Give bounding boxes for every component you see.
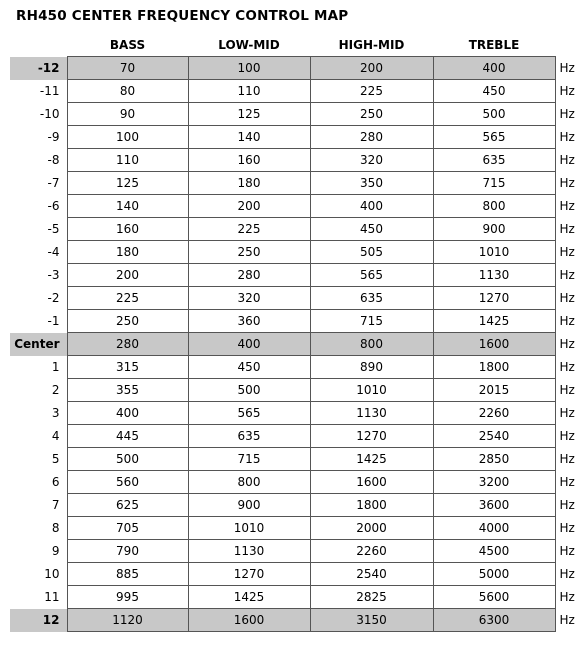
cell-bass: 625 [67,494,188,517]
table-row [10,195,584,218]
column-header-high-mid: HIGH-MID [338,38,405,52]
table-row [10,287,584,310]
unit-label: Hz [559,153,575,167]
row-label: 4 [51,429,60,443]
cell-treble: 2850 [433,448,555,471]
row-label: 11 [44,590,60,604]
table-row [10,80,584,103]
cell-treble: 1800 [433,356,555,379]
header-blank [10,34,67,57]
cell-low-mid: 900 [188,494,310,517]
table-row [10,103,584,126]
row-label: 10 [44,567,60,581]
cell-treble: 635 [433,149,555,172]
cell-bass: 995 [67,586,188,609]
cell-bass: 355 [67,379,188,402]
cell-treble: 4000 [433,517,555,540]
cell-high-mid: 400 [310,195,433,218]
cell-low-mid: 250 [188,241,310,264]
unit-label: Hz [559,176,575,190]
unit-label: Hz [559,590,575,604]
table-row [10,379,584,402]
unit-label: Hz [559,268,575,282]
table-row [10,425,584,448]
row-label: 2 [51,383,60,397]
row-label: -6 [47,199,60,213]
cell-low-mid: 450 [188,356,310,379]
row-label: -1 [47,314,60,328]
cell-low-mid: 160 [188,149,310,172]
cell-bass: 885 [67,563,188,586]
unit-label: Hz [559,498,575,512]
unit-label: Hz [559,360,575,374]
cell-high-mid: 1270 [310,425,433,448]
unit-label: Hz [559,291,575,305]
cell-low-mid: 635 [188,425,310,448]
table-row [10,609,584,632]
cell-low-mid: 1270 [188,563,310,586]
header-blank-unit [555,34,584,57]
cell-bass: 500 [67,448,188,471]
cell-low-mid: 140 [188,126,310,149]
cell-bass: 100 [67,126,188,149]
unit-label: Hz [555,609,584,632]
cell-high-mid: 250 [310,103,433,126]
cell-treble: 6300 [433,609,555,632]
cell-treble: 565 [433,126,555,149]
table-row [10,264,584,287]
table-row [10,57,584,80]
cell-bass: 200 [67,264,188,287]
cell-high-mid: 1010 [310,379,433,402]
row-label: 8 [51,521,60,535]
cell-high-mid: 350 [310,172,433,195]
cell-treble: 400 [433,57,555,80]
cell-bass: 70 [67,57,188,80]
cell-bass: 445 [67,425,188,448]
cell-high-mid: 635 [310,287,433,310]
row-label: 1 [51,360,60,374]
unit-label: Hz [559,544,575,558]
cell-bass: 315 [67,356,188,379]
cell-bass: 125 [67,172,188,195]
frequency-table [10,34,584,632]
table-row [10,241,584,264]
unit-label: Hz [555,57,584,80]
table-row [10,310,584,333]
unit-label: Hz [559,475,575,489]
unit-label: Hz [559,567,575,581]
cell-low-mid: 100 [188,57,310,80]
cell-low-mid: 1010 [188,517,310,540]
cell-high-mid: 1130 [310,402,433,425]
cell-treble: 1130 [433,264,555,287]
cell-low-mid: 125 [188,103,310,126]
cell-high-mid: 890 [310,356,433,379]
column-header-low-mid: LOW-MID [218,38,280,52]
cell-low-mid: 715 [188,448,310,471]
cell-high-mid: 1425 [310,448,433,471]
cell-low-mid: 565 [188,402,310,425]
cell-treble: 1600 [433,333,555,356]
table-row [10,517,584,540]
cell-treble: 3600 [433,494,555,517]
cell-high-mid: 505 [310,241,433,264]
unit-label: Hz [559,521,575,535]
cell-bass: 90 [67,103,188,126]
cell-treble: 5000 [433,563,555,586]
unit-label: Hz [559,383,575,397]
cell-bass: 110 [67,149,188,172]
page-title: RH450 CENTER FREQUENCY CONTROL MAP [16,8,349,24]
row-label: -7 [47,176,60,190]
unit-label: Hz [559,245,575,259]
cell-low-mid: 280 [188,264,310,287]
row-label: -10 [39,107,60,121]
table-row [10,356,584,379]
cell-bass: 1120 [67,609,188,632]
cell-low-mid: 360 [188,310,310,333]
cell-high-mid: 715 [310,310,433,333]
cell-bass: 705 [67,517,188,540]
table-row [10,402,584,425]
cell-high-mid: 225 [310,80,433,103]
cell-bass: 140 [67,195,188,218]
unit-label: Hz [559,130,575,144]
cell-bass: 250 [67,310,188,333]
row-label: -11 [39,84,60,98]
cell-treble: 4500 [433,540,555,563]
cell-treble: 3200 [433,471,555,494]
cell-treble: 5600 [433,586,555,609]
table-row [10,471,584,494]
unit-label: Hz [555,333,584,356]
table-row [10,540,584,563]
cell-treble: 2260 [433,402,555,425]
table-body [10,57,584,632]
unit-label: Hz [559,84,575,98]
cell-low-mid: 225 [188,218,310,241]
unit-label: Hz [559,452,575,466]
cell-high-mid: 2000 [310,517,433,540]
cell-low-mid: 320 [188,287,310,310]
cell-treble: 2015 [433,379,555,402]
cell-low-mid: 110 [188,80,310,103]
row-label: -4 [47,245,60,259]
cell-treble: 900 [433,218,555,241]
cell-low-mid: 800 [188,471,310,494]
cell-low-mid: 1130 [188,540,310,563]
cell-low-mid: 180 [188,172,310,195]
unit-label: Hz [559,107,575,121]
table-row [10,149,584,172]
cell-high-mid: 1600 [310,471,433,494]
unit-label: Hz [559,199,575,213]
cell-high-mid: 280 [310,126,433,149]
cell-high-mid: 450 [310,218,433,241]
cell-low-mid: 400 [188,333,310,356]
cell-bass: 790 [67,540,188,563]
cell-high-mid: 3150 [310,609,433,632]
table-row [10,494,584,517]
cell-treble: 450 [433,80,555,103]
row-label: -3 [47,268,60,282]
cell-treble: 2540 [433,425,555,448]
cell-high-mid: 565 [310,264,433,287]
row-label: -5 [47,222,60,236]
table-row [10,126,584,149]
cell-treble: 715 [433,172,555,195]
cell-high-mid: 2825 [310,586,433,609]
table-row [10,448,584,471]
table-row [10,172,584,195]
row-label: -2 [47,291,60,305]
unit-label: Hz [559,314,575,328]
cell-treble: 1270 [433,287,555,310]
cell-bass: 180 [67,241,188,264]
table-row [10,333,584,356]
row-label: -9 [47,130,60,144]
table-row [10,218,584,241]
cell-treble: 1425 [433,310,555,333]
cell-high-mid: 800 [310,333,433,356]
row-label: 3 [51,406,60,420]
row-label: -8 [47,153,60,167]
unit-label: Hz [559,406,575,420]
row-label: 12 [10,609,67,632]
cell-low-mid: 500 [188,379,310,402]
row-label: 9 [51,544,60,558]
row-label: 7 [51,498,60,512]
table-row [10,586,584,609]
unit-label: Hz [559,429,575,443]
cell-low-mid: 1600 [188,609,310,632]
cell-bass: 160 [67,218,188,241]
cell-high-mid: 200 [310,57,433,80]
column-header-bass: BASS [109,38,146,52]
row-label: -12 [10,57,67,80]
cell-bass: 280 [67,333,188,356]
cell-low-mid: 200 [188,195,310,218]
cell-bass: 400 [67,402,188,425]
cell-high-mid: 1800 [310,494,433,517]
cell-bass: 560 [67,471,188,494]
row-label: Center [10,333,67,356]
cell-low-mid: 1425 [188,586,310,609]
table-row [10,563,584,586]
cell-treble: 1010 [433,241,555,264]
row-label: 6 [51,475,60,489]
cell-high-mid: 320 [310,149,433,172]
cell-high-mid: 2540 [310,563,433,586]
cell-bass: 80 [67,80,188,103]
unit-label: Hz [559,222,575,236]
cell-bass: 225 [67,287,188,310]
cell-treble: 500 [433,103,555,126]
row-label: 5 [51,452,60,466]
cell-treble: 800 [433,195,555,218]
column-header-treble: TREBLE [468,38,520,52]
header-row [10,34,584,57]
cell-high-mid: 2260 [310,540,433,563]
